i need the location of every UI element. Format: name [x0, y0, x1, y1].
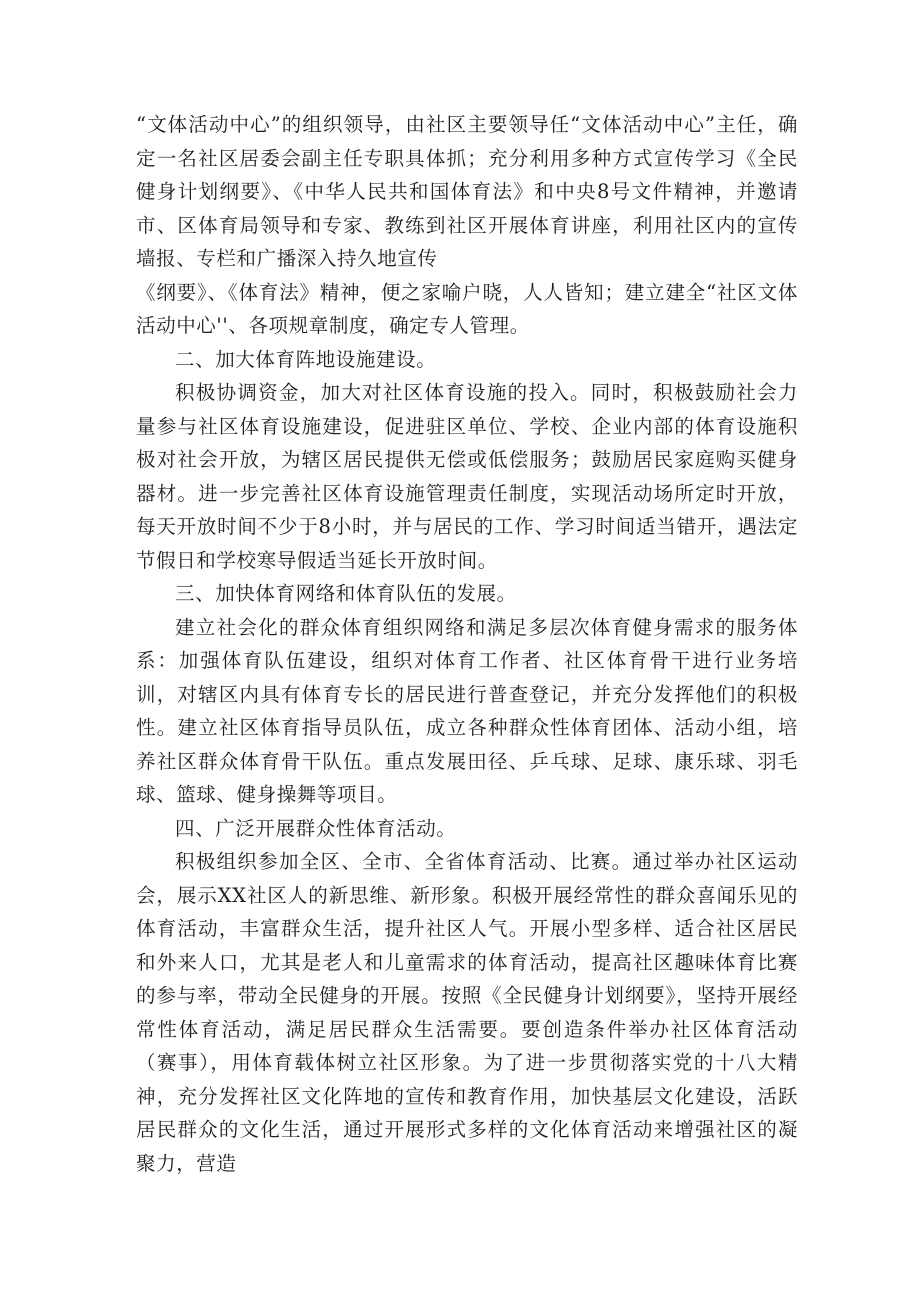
section-heading-activities: 四、广泛开展群众性体育活动。 [175, 816, 457, 840]
paragraph-facilities: 积极协调资金，加大对社区体育设施的投入。同时，积极鼓励社会力量参与社区体育设施建设，促进驻区单位、学校、企业内部的体育设施积极对社会开放，为辖区居民提供无偿或低偿服务；鼓励居民家庭购买健身器材。进一步完善社区体育设施管理责任制度，实现活动场所定时开放，每天开放时间不少于8小时，并与居民的工作、学习时间适当错开，遇法定节假日和学校寒导假适当延长开放时间。 [136, 381, 798, 572]
section-heading-network: 三、加快体育网络和体育队伍的发展。 [175, 582, 517, 605]
paragraph-publicity: 《纲要》、《体育法》精神，便之家喻户晓，人人皆知；建立建全“社区文体活动中心''、各项规章制度，确定专人管理。 [136, 280, 798, 337]
section-heading-facilities: 二、加大体育阵地设施建设。 [175, 347, 437, 371]
document-body [136, 108, 798, 1180]
paragraph-leadership: “文体活动中心”的组织领导，由社区主要领导任“文体活动中心”主任，确定一名社区居委会副主任专职具体抓；充分利用多种方式宣传学习《全民健身计划纲要》、《中华人民共和国体育法》和中央8号文件精神，并邀请市、区体育局领导和专家、教练到社区开展体育讲座，利用社区内的宣传墙报、专栏和广播深入持久地宣传 [136, 113, 798, 270]
paragraph-network: 建立社会化的群众体育组织网络和满足多层次体育健身需求的服务体系：加强体育队伍建设，组织对体育工作者、社区体育骨干进行业务培训，对辖区内具有体育专长的居民进行普查登记，并充分发挥他们的积极性。建立社区体育指导员队伍，成立各种群众性体育团体、活动小组，培养社区群众体育骨干队伍。重点发展田径、乒乓球、足球、康乐球、羽毛球、篮球、健身操舞等项目。 [136, 615, 798, 806]
paragraph-activities: 积极组织参加全区、全市、全省体育活动、比赛。通过举办社区运动会，展示XX社区人的新思维、新形象。积极开展经常性的群众喜闻乐见的体育活动，丰富群众生活，提升社区人气。开展小型多样、适合社区居民和外来人口，尤其是老人和儿童需求的体育活动，提高社区趣味体育比赛的参与率，带动全民健身的开展。按照《全民健身计划纲要》，坚持开展经常性体育活动，满足居民群众生活需要。要创造条件举办社区体育活动（赛事），用体育载体树立社区形象。为了进一步贯彻落实党的十八大精神，充分发挥社区文化阵地的宣传和教育作用，加快基层文化建设，活跃居民群众的文化生活，通过开展形式多样的文化体育活动来增强社区的凝聚力，营造 [136, 850, 798, 1175]
